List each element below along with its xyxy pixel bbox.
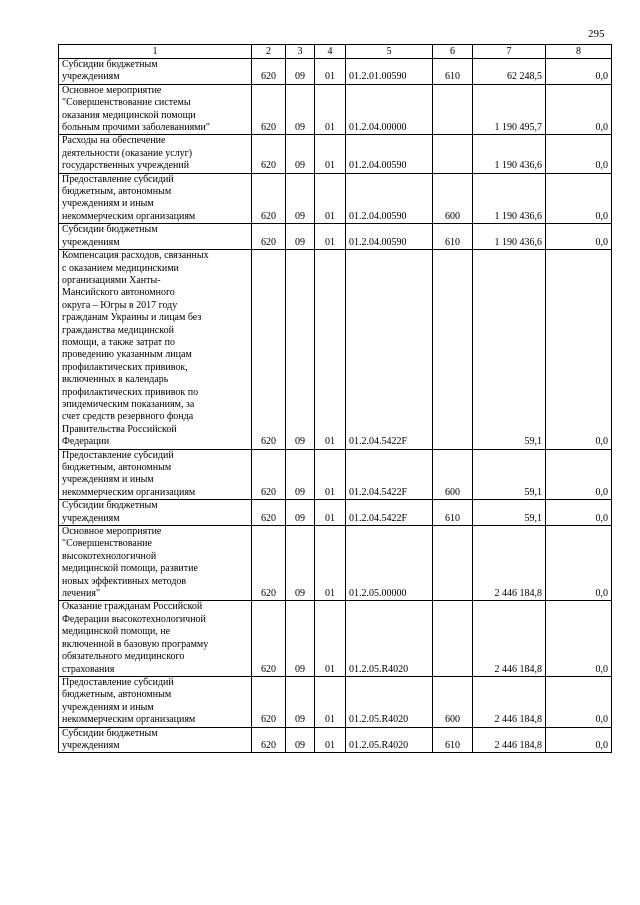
code-cell: 620	[252, 135, 286, 173]
row-name: Основное мероприятие "Совершенствование системы оказания медицинской помощи больным прочими заболеваниями"	[62, 84, 210, 134]
subsection-cell: 01	[315, 250, 346, 450]
code-cell: 620	[252, 526, 286, 601]
amount-federal-cell: 0,0	[546, 727, 612, 753]
amount-cell: 1 190 436,6	[473, 224, 546, 250]
header-cell: 5	[346, 45, 433, 59]
code-cell: 620	[252, 250, 286, 450]
header-cell: 7	[473, 45, 546, 59]
expense-type-cell	[433, 250, 473, 450]
header-row	[59, 45, 612, 59]
expense-type-cell	[433, 601, 473, 676]
table-row	[59, 727, 612, 753]
row-name: Субсидии бюджетным учреждениям	[62, 59, 158, 83]
target-article-cell: 01.2.04.00590	[346, 135, 433, 173]
subsection-cell: 01	[315, 135, 346, 173]
section-cell: 09	[286, 449, 315, 500]
table-row	[59, 135, 612, 173]
name-cell	[59, 224, 252, 250]
table-row	[59, 173, 612, 224]
subsection-cell: 01	[315, 59, 346, 85]
code-cell: 620	[252, 173, 286, 224]
code-cell: 620	[252, 449, 286, 500]
amount-cell: 59,1	[473, 250, 546, 450]
header-cell: 1	[59, 45, 252, 59]
expense-type-cell: 600	[433, 676, 473, 727]
table-row	[59, 224, 612, 250]
name-cell	[59, 135, 252, 173]
amount-federal-cell: 0,0	[546, 601, 612, 676]
table-row	[59, 500, 612, 526]
subsection-cell: 01	[315, 676, 346, 727]
section-cell: 09	[286, 500, 315, 526]
target-article-cell: 01.2.04.00000	[346, 84, 433, 135]
expense-type-cell: 610	[433, 59, 473, 85]
expense-type-cell: 610	[433, 727, 473, 753]
amount-federal-cell: 0,0	[546, 173, 612, 224]
header-cell: 6	[433, 45, 473, 59]
amount-cell: 2 446 184,8	[473, 727, 546, 753]
expense-type-cell: 610	[433, 500, 473, 526]
section-cell: 09	[286, 59, 315, 85]
name-cell	[59, 59, 252, 85]
amount-federal-cell: 0,0	[546, 500, 612, 526]
subsection-cell: 01	[315, 449, 346, 500]
amount-federal-cell: 0,0	[546, 59, 612, 85]
table-row	[59, 601, 612, 676]
amount-cell: 1 190 495,7	[473, 84, 546, 135]
table-row	[59, 449, 612, 500]
header-cell: 4	[315, 45, 346, 59]
table-row	[59, 59, 612, 85]
expense-type-cell	[433, 135, 473, 173]
subsection-cell: 01	[315, 84, 346, 135]
row-name: Субсидии бюджетным учреждениям	[62, 500, 158, 524]
amount-federal-cell: 0,0	[546, 676, 612, 727]
table-row	[59, 676, 612, 727]
header-cell: 3	[286, 45, 315, 59]
name-cell	[59, 676, 252, 727]
subsection-cell: 01	[315, 526, 346, 601]
amount-federal-cell: 0,0	[546, 449, 612, 500]
section-cell: 09	[286, 526, 315, 601]
amount-federal-cell: 0,0	[546, 224, 612, 250]
subsection-cell: 01	[315, 173, 346, 224]
row-name: Субсидии бюджетным учреждениям	[62, 727, 158, 751]
subsection-cell: 01	[315, 224, 346, 250]
target-article-cell: 01.2.04.5422F	[346, 449, 433, 500]
name-cell	[59, 173, 252, 224]
code-cell: 620	[252, 500, 286, 526]
target-article-cell: 01.2.05.R4020	[346, 676, 433, 727]
row-name: Компенсация расходов, связанных с оказанием медицинскими организациями Ханты- Мансийского автономного округа – Югры в 2017 году гражданам Украины и лицам без гражданства медицинской помощи, а также затрат по проведению указанным лицам профилактических прививок, включенных в календарь профилактических прививок по эпидемическим показаниям, за счет средств резервного фонда Правительства Российской Федерации	[62, 250, 209, 448]
target-article-cell: 01.2.04.00590	[346, 173, 433, 224]
table-row	[59, 250, 612, 450]
expense-type-cell: 600	[433, 449, 473, 500]
row-name: Оказание гражданам Российской Федерации высокотехнологичной медицинской помощи, не включенной в базовую программу обязательного медицинского страхования	[62, 601, 209, 675]
section-cell: 09	[286, 84, 315, 135]
code-cell: 620	[252, 224, 286, 250]
name-cell	[59, 500, 252, 526]
page-number: 295	[588, 28, 605, 40]
subsection-cell: 01	[315, 727, 346, 753]
section-cell: 09	[286, 601, 315, 676]
code-cell: 620	[252, 84, 286, 135]
code-cell: 620	[252, 601, 286, 676]
amount-federal-cell: 0,0	[546, 135, 612, 173]
row-name: Расходы на обеспечение деятельности (оказание услуг) государственных учреждений	[62, 135, 193, 172]
expense-type-cell: 600	[433, 173, 473, 224]
target-article-cell: 01.2.05.00000	[346, 526, 433, 601]
section-cell: 09	[286, 727, 315, 753]
target-article-cell: 01.2.04.5422F	[346, 250, 433, 450]
row-name: Основное мероприятие "Совершенствование высокотехнологичной медицинской помощи, развитие новых эффективных методов лечения"	[62, 526, 198, 600]
name-cell	[59, 250, 252, 450]
name-cell	[59, 727, 252, 753]
target-article-cell: 01.2.04.5422F	[346, 500, 433, 526]
name-cell	[59, 601, 252, 676]
section-cell: 09	[286, 135, 315, 173]
target-article-cell: 01.2.04.00590	[346, 224, 433, 250]
amount-cell: 2 446 184,8	[473, 676, 546, 727]
budget-table	[58, 44, 612, 753]
section-cell: 09	[286, 224, 315, 250]
expense-type-cell: 610	[433, 224, 473, 250]
section-cell: 09	[286, 250, 315, 450]
header-cell: 2	[252, 45, 286, 59]
row-name: Предоставление субсидий бюджетным, автономным учреждениям и иным некоммерческим организациям	[62, 676, 196, 726]
amount-federal-cell: 0,0	[546, 250, 612, 450]
target-article-cell: 01.2.01.00590	[346, 59, 433, 85]
amount-cell: 2 446 184,8	[473, 526, 546, 601]
row-name: Предоставление субсидий бюджетным, автономным учреждениям и иным некоммерческим организациям	[62, 449, 196, 498]
row-name: Предоставление субсидий бюджетным, автономным учреждениям и иным некоммерческим организациям	[62, 173, 196, 222]
subsection-cell: 01	[315, 500, 346, 526]
amount-cell: 1 190 436,6	[473, 135, 546, 173]
code-cell: 620	[252, 727, 286, 753]
name-cell	[59, 84, 252, 135]
name-cell	[59, 526, 252, 601]
table-row	[59, 526, 612, 601]
amount-cell: 1 190 436,6	[473, 173, 546, 224]
section-cell: 09	[286, 676, 315, 727]
amount-cell: 59,1	[473, 449, 546, 500]
amount-cell: 2 446 184,8	[473, 601, 546, 676]
header-cell: 8	[546, 45, 612, 59]
table-header	[59, 45, 612, 59]
expense-type-cell	[433, 84, 473, 135]
subsection-cell: 01	[315, 601, 346, 676]
code-cell: 620	[252, 676, 286, 727]
target-article-cell: 01.2.05.R4020	[346, 727, 433, 753]
expense-type-cell	[433, 526, 473, 601]
amount-federal-cell: 0,0	[546, 526, 612, 601]
code-cell: 620	[252, 59, 286, 85]
section-cell: 09	[286, 173, 315, 224]
row-name: Субсидии бюджетным учреждениям	[62, 224, 158, 248]
amount-cell: 62 248,5	[473, 59, 546, 85]
table-body	[59, 59, 612, 753]
name-cell	[59, 449, 252, 500]
amount-cell: 59,1	[473, 500, 546, 526]
amount-federal-cell: 0,0	[546, 84, 612, 135]
target-article-cell: 01.2.05.R4020	[346, 601, 433, 676]
table-row	[59, 84, 612, 135]
